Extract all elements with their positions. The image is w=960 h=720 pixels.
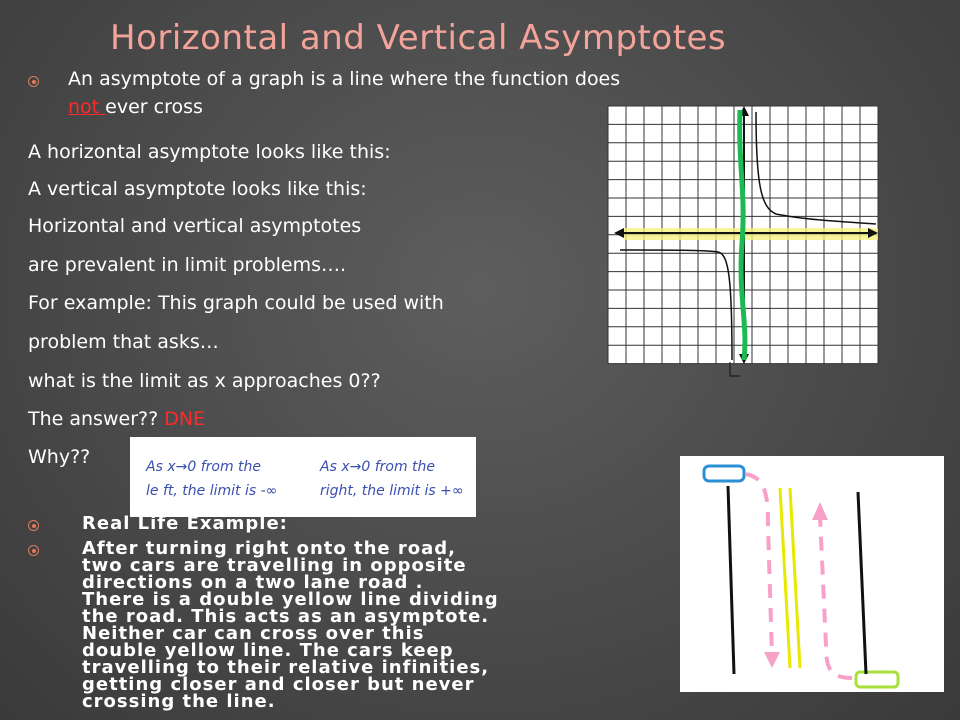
definition-line-1: An asymptote of a graph is a line where the function does	[68, 68, 621, 90]
example-text-2: problem that asks…	[28, 331, 219, 353]
horizontal-asymptote-text: A horizontal asymptote looks like this:	[28, 141, 391, 163]
green-car	[856, 672, 898, 687]
blue-car	[704, 466, 744, 481]
handwritten-note	[130, 437, 476, 517]
bullet-icon	[28, 520, 39, 531]
green-car-path	[820, 516, 852, 678]
prevalent-text-2: are prevalent in limit problems….	[28, 254, 347, 276]
real-life-line: getting closer and closer but never	[82, 674, 475, 695]
asymptote-graph-svg	[606, 104, 880, 380]
real-life-line: directions on a two lane road .	[82, 572, 424, 593]
real-life-heading: Real Life Example:	[82, 513, 288, 534]
example-text-1: For example: This graph could be used with	[28, 292, 444, 314]
yellow-line-2	[790, 488, 800, 668]
definition-line-2	[68, 96, 203, 118]
real-life-line: There is a double yellow line dividing	[82, 589, 499, 610]
limit-question: what is the limit as x approaches 0??	[28, 370, 381, 392]
road-illustration-svg	[680, 456, 944, 692]
real-life-line: After turning right onto the road,	[82, 538, 457, 559]
bullet-icon	[28, 545, 39, 556]
note-left-line-1: As x→0 from the	[146, 459, 262, 475]
prevalent-text-1: Horizontal and vertical asymptotes	[28, 215, 362, 237]
note-right-line-2: right, the limit is +∞	[320, 483, 464, 499]
real-life-line: Neither car can cross over this	[82, 623, 425, 644]
real-life-line: two cars are travelling in opposite	[82, 555, 467, 576]
blue-car-path	[746, 474, 772, 656]
green-car-path-arrow	[812, 502, 828, 520]
answer-dne: DNE	[164, 408, 206, 430]
note-left-line-2: le ft, the limit is -∞	[146, 483, 278, 499]
real-life-line: double yellow line. The cars keep	[82, 640, 454, 661]
why-text: Why??	[28, 446, 91, 468]
road-edge-left	[728, 486, 734, 674]
vertical-asymptote-text: A vertical asymptote looks like this:	[28, 178, 367, 200]
bullet-icon	[28, 76, 39, 87]
real-life-line: the road. This acts as an asymptote.	[82, 606, 490, 627]
road-edge-right	[858, 492, 866, 674]
blue-car-path-arrow	[764, 652, 780, 668]
definition-line-2-rest: ever cross	[105, 96, 203, 118]
not-word: not	[68, 96, 106, 118]
note-right-line-1: As x→0 from the	[320, 459, 436, 475]
answer-line	[28, 408, 205, 430]
answer-prefix: The answer??	[28, 408, 165, 430]
real-life-line: travelling to their relative infinities,	[82, 657, 490, 678]
road-illustration	[680, 456, 944, 692]
slide-title: Horizontal and Vertical Asymptotes	[110, 18, 727, 58]
handwritten-note-svg	[130, 437, 476, 517]
yellow-line-1	[780, 488, 790, 668]
asymptote-graph	[606, 104, 880, 380]
real-life-line: crossing the line.	[82, 691, 276, 712]
